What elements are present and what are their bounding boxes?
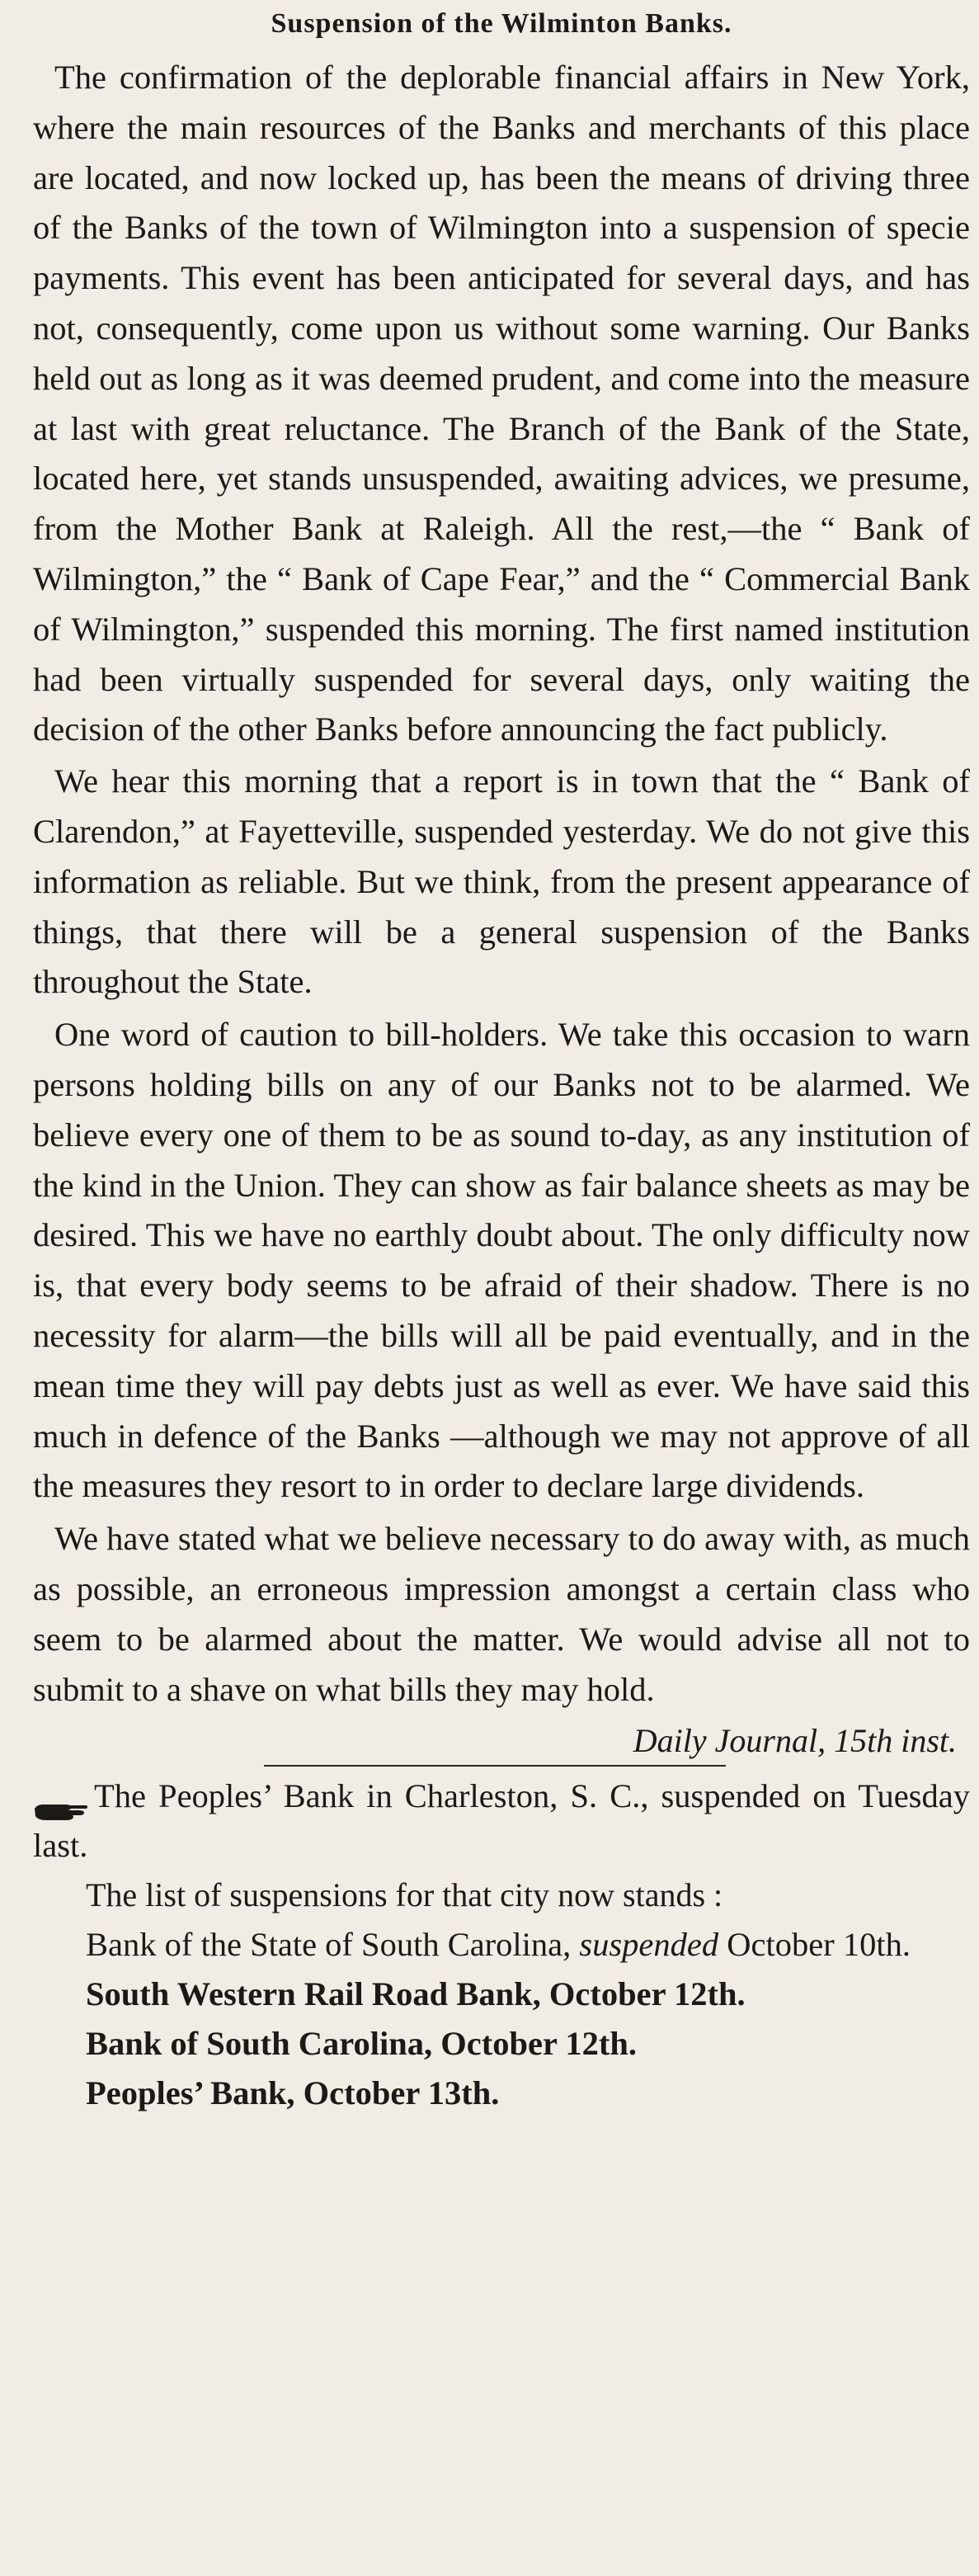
attribution-source: Daily Journal, bbox=[633, 1722, 826, 1760]
notice-text: The Peoples’ Bank in Charleston, S. C., suspended on Tuesday last. bbox=[33, 1777, 970, 1865]
headline: Suspension of the Wilminton Banks. bbox=[271, 8, 732, 39]
pointing-hand-icon bbox=[33, 1788, 89, 1811]
attribution-date: 15th inst. bbox=[826, 1722, 957, 1760]
suspension-item: Bank of the State of South Carolina, suspended October 10th. bbox=[86, 1926, 911, 1964]
suspension-list-intro: The list of suspensions for that city now stands : bbox=[86, 1876, 723, 1914]
attribution bbox=[33, 1717, 957, 1765]
article-paragraph: One word of caution to bill-holders. We take this occasion to warn persons holding bills on any of our Banks not to be alarmed. We believe every one of them to be as sound to-day, as any institution of the kind in the Union. They can show as fair balance sheets as may be desired. This we have no earthly doubt about. The only difficulty now is, that every body seems to be afraid of their shadow. There is no necessity for alarm—the bills will all be paid eventually, and in the mean time they will pay debts just as well as ever. We have said this much in defence of the Banks —although we may not approve of all the measures they resort to in order to declare large dividends. bbox=[33, 1016, 970, 1505]
article-paragraph: We have stated what we believe necessary to do away with, as much as possible, an erroneous impression amongst a certain class who seem to be alarmed about the matter. We would advise all not to submit to a shave on what bills they may hold. bbox=[33, 1520, 970, 1708]
newspaper-column bbox=[33, 5, 970, 2118]
suspension-item: South Western Rail Road Bank, October 12th. bbox=[86, 1975, 746, 2013]
article-paragraph: We hear this morning that a report is in town that the “ Bank of Clarendon,” at Fayetteville, suspended yesterday. We do not give this information as reliable. But we think, from the present appearance of things, that there will be a general suspension of the Banks throughout the State. bbox=[33, 762, 970, 1001]
suspension-item: Bank of South Carolina, October 12th. bbox=[86, 2025, 637, 2063]
divider-rule bbox=[264, 1765, 726, 1767]
suspension-item: Peoples’ Bank, October 13th. bbox=[86, 2074, 500, 2112]
notice-item bbox=[33, 1772, 970, 1871]
article-paragraph: The confirmation of the deplorable financial affairs in New York, where the main resources of the Banks and merchants of this place are located, and now locked up, has been the means of driving three of the Banks of the town of Wilmington into a suspension of specie payments. This event has been anticipated for several days, and has not, consequently, come upon us without some warning. Our Banks held out as long as it was deemed prudent, and come into the measure at last with great reluctance. The Branch of the Bank of the State, located here, yet stands unsuspended, awaiting advices, we presume, from the Mother Bank at Raleigh. All the rest,—the “ Bank of Wilmington,” the “ Bank of Cape Fear,” and the “ Commercial Bank of Wilmington,” suspended this morning. The first named institution had been virtually suspended for several days, only waiting the decision of the other Banks before announcing the fact publicly. bbox=[33, 59, 970, 748]
